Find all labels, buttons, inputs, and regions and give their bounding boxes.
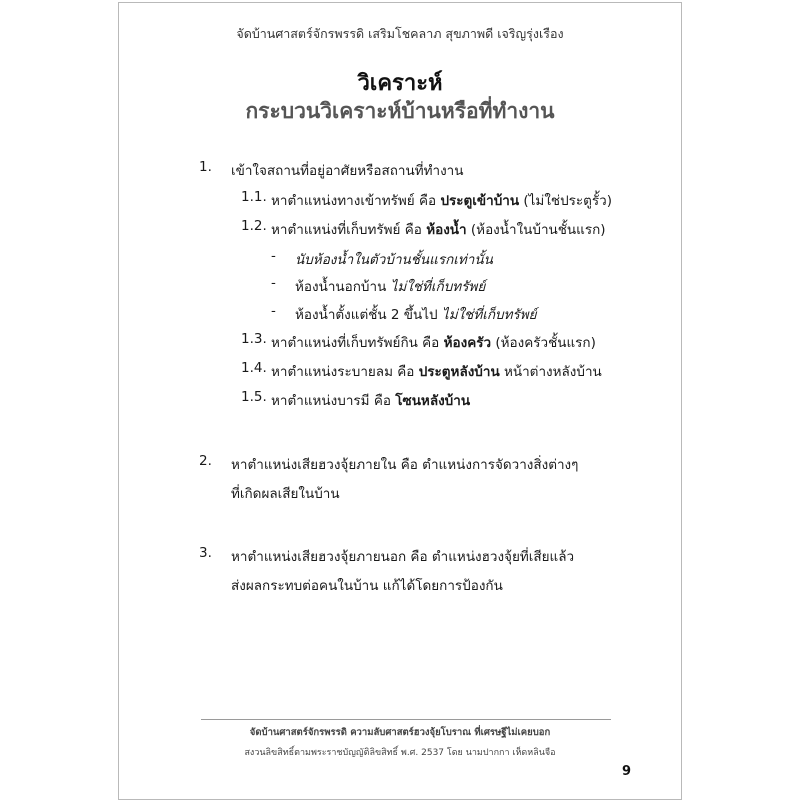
sub-item (271, 360, 602, 382)
footer-title: จัดบ้านศาสตร์จักรพรรดิ ความลับศาสตร์ฮวงจุ้ยโบราณ ที่เศรษฐีไม่เคยบอก (249, 727, 551, 738)
sub-item-keyword: ห้องครัว (443, 335, 492, 351)
footer-copyright: สงวนลิขสิทธิ์ตามพระราชบัญญัติลิขสิทธิ์ พ.ศ. 2537 โดย นามปากกา เห็ดหลินจือ (244, 748, 556, 758)
footer-divider (201, 719, 611, 720)
list-item-line: หาตำแหน่งเสียฮวงจุ้ยภายใน คือ ตำแหน่งการจัดวางสิ่งต่างๆ (231, 457, 579, 473)
bullet-text: ห้องน้ำตั้งแต่ชั้น 2 ขึ้นไป (295, 307, 442, 323)
sub-item (271, 189, 612, 211)
sub-item (271, 389, 470, 411)
bullet-emphasis: ไม่ใช่ที่เก็บทรัพย์ (441, 307, 537, 323)
sub-item-keyword: ประตูเข้าบ้าน (440, 193, 520, 209)
bullet-dash: - (271, 275, 276, 291)
bullet-dash: - (271, 303, 276, 319)
bullet-text: ห้องน้ำนอกบ้าน (295, 279, 391, 295)
sub-item-text: หาตำแหน่งที่เก็บทรัพย์ คือ (271, 222, 427, 238)
sub-item-text: หาตำแหน่งบารมี คือ (271, 393, 396, 409)
list-number: 2. (199, 453, 212, 469)
bullet-emphasis: ไม่ใช่ที่เก็บทรัพย์ (390, 279, 486, 295)
sub-item-number: 1.1. (241, 189, 267, 205)
sub-item-keyword: ห้องน้ำ (426, 222, 467, 238)
sub-item (271, 331, 596, 353)
page-title: วิเคราะห์ (357, 71, 443, 96)
sub-item-number: 1.3. (241, 331, 267, 347)
sub-item-text: หาตำแหน่งที่เก็บทรัพย์กิน คือ (271, 335, 444, 351)
page-subtitle: กระบวนวิเคราะห์บ้านหรือที่ทำงาน (245, 99, 555, 123)
bullet-emphasis: นับห้องน้ำในตัวบ้านชั้นแรกเท่านั้น (295, 252, 493, 268)
page-number: 9 (621, 764, 631, 779)
bullet-item (295, 275, 485, 297)
sub-item-number: 1.2. (241, 218, 267, 234)
bullet-dash: - (271, 248, 276, 264)
sub-item-keyword: ประตูหลังบ้าน (418, 364, 500, 380)
list-item-line: หาตำแหน่งเสียฮวงจุ้ยภายนอก คือ ตำแหน่งฮวงจุ้ยที่เสียแล้ว (231, 549, 575, 565)
sub-item (271, 218, 606, 240)
document-page (118, 2, 682, 800)
bullet-item (295, 303, 537, 325)
sub-item-number: 1.4. (241, 360, 267, 376)
sub-item-note: หน้าต่างหลังบ้าน (499, 364, 602, 380)
list-item-line: ที่เกิดผลเสียในบ้าน (231, 486, 340, 502)
list-number: 1. (199, 159, 212, 175)
list-item-text: เข้าใจสถานที่อยู่อาศัยหรือสถานที่ทำงาน (231, 163, 464, 179)
sub-item-note: (ห้องครัวชั้นแรก) (491, 335, 596, 351)
list-item-line: ส่งผลกระทบต่อคนในบ้าน แก้ได้โดยการป้องกัน (231, 578, 503, 594)
sub-item-note: (ไม่ใช่ประตูรั้ว) (519, 193, 613, 209)
sub-item-note: (ห้องน้ำในบ้านชั้นแรก) (466, 222, 606, 238)
sub-item-text: หาตำแหน่งทางเข้าทรัพย์ คือ (271, 193, 441, 209)
list-number: 3. (199, 545, 212, 561)
bullet-item (295, 248, 493, 270)
sub-item-keyword: โซนหลังบ้าน (395, 393, 471, 409)
running-header: จัดบ้านศาสตร์จักรพรรดิ เสริมโชคลาภ สุขภาพดี เจริญรุ่งเรือง (236, 26, 564, 41)
sub-item-number: 1.5. (241, 389, 267, 405)
sub-item-text: หาตำแหน่งระบายลม คือ (271, 364, 419, 380)
